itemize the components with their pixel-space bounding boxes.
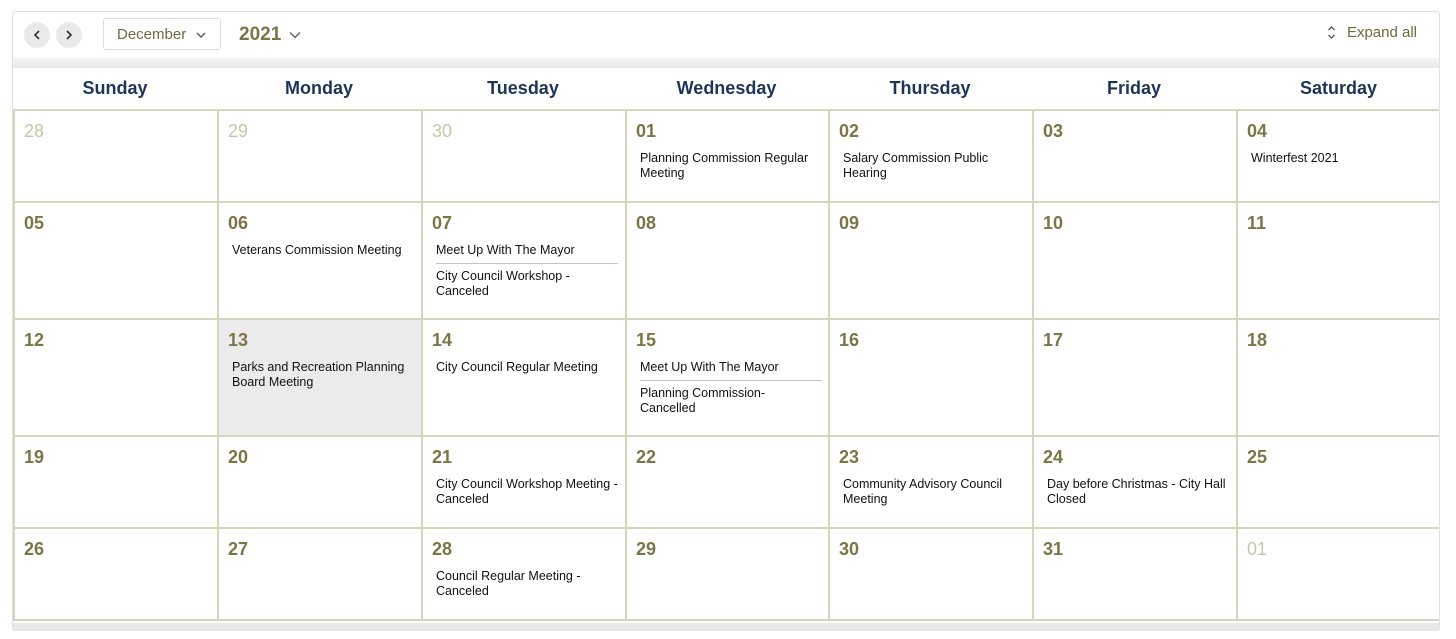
- event-link[interactable]: City Council Regular Meeting: [436, 360, 598, 374]
- weekday-header-friday: Friday: [1106, 78, 1162, 98]
- day-number: 11: [1247, 213, 1267, 233]
- day-number: 05: [24, 213, 45, 233]
- event-list: [843, 151, 1025, 185]
- event-link[interactable]: Planning Commission- Cancelled: [640, 380, 822, 420]
- event-list: [436, 477, 618, 511]
- toolbar-divider: [13, 58, 1439, 68]
- day-cell[interactable]: [13, 109, 219, 203]
- event-link[interactable]: City Council Workshop - Canceled: [436, 263, 618, 303]
- day-number: 03: [1043, 121, 1064, 141]
- day-number: 19: [24, 447, 45, 467]
- day-number: 20: [228, 447, 249, 467]
- year-dropdown-value: 2021: [239, 24, 282, 45]
- event-link[interactable]: Day before Christmas - City Hall Closed: [1047, 477, 1226, 506]
- day-number: 25: [1247, 447, 1268, 467]
- event-link[interactable]: Parks and Recreation Planning Board Meeting: [232, 360, 405, 389]
- expand-collapse-icon: [1327, 25, 1336, 40]
- event-link[interactable]: Veterans Commission Meeting: [232, 243, 402, 257]
- day-cell[interactable]: [1236, 109, 1440, 203]
- day-cell[interactable]: [217, 318, 423, 437]
- day-cell[interactable]: [828, 435, 1034, 529]
- event-link[interactable]: Meet Up With The Mayor: [640, 360, 779, 374]
- day-cell[interactable]: [1236, 318, 1440, 437]
- day-number: 06: [228, 213, 249, 233]
- day-cell[interactable]: [421, 109, 627, 203]
- day-cell[interactable]: [217, 435, 423, 529]
- event-list: [232, 360, 414, 394]
- event-link[interactable]: Winterfest 2021: [1251, 151, 1339, 165]
- day-cell[interactable]: [828, 527, 1034, 621]
- day-cell[interactable]: [13, 318, 219, 437]
- weekday-header-tuesday: Tuesday: [487, 78, 559, 98]
- day-number: 01: [1247, 539, 1268, 559]
- day-cell[interactable]: [1236, 435, 1440, 529]
- weekday-header-wednesday: Wednesday: [676, 78, 777, 98]
- event-link[interactable]: Salary Commission Public Hearing: [843, 151, 989, 180]
- weekday-header-row: [13, 68, 1439, 109]
- day-cell[interactable]: [625, 527, 830, 621]
- day-number: 27: [228, 539, 249, 559]
- day-number: 02: [839, 121, 860, 141]
- day-cell[interactable]: [217, 109, 423, 203]
- day-number: 18: [1247, 330, 1268, 350]
- weekday-header-monday: Monday: [284, 78, 353, 98]
- day-number: 29: [636, 539, 657, 559]
- calendar-toolbar: [13, 12, 1439, 58]
- day-number: 17: [1043, 330, 1064, 350]
- day-cell[interactable]: [828, 201, 1034, 320]
- event-list: [436, 569, 618, 603]
- day-cell[interactable]: [217, 527, 423, 621]
- calendar-footer-bar: [13, 623, 1439, 630]
- day-cell[interactable]: [1032, 318, 1238, 437]
- year-dropdown[interactable]: [239, 22, 301, 48]
- event-link[interactable]: Council Regular Meeting - Canceled: [436, 569, 581, 598]
- day-number: 10: [1043, 213, 1064, 233]
- day-cell[interactable]: [13, 435, 219, 529]
- calendar-widget: [12, 11, 1440, 631]
- day-cell[interactable]: [1236, 527, 1440, 621]
- chevron-left-icon: [32, 30, 42, 40]
- event-list: [436, 360, 618, 379]
- day-number: 15: [636, 330, 657, 350]
- day-cell[interactable]: [625, 435, 830, 529]
- day-number: 28: [24, 121, 45, 141]
- weekday-header-thursday: Thursday: [889, 78, 971, 98]
- expand-all-button[interactable]: [1327, 24, 1417, 41]
- day-cell[interactable]: [421, 318, 627, 437]
- day-cell[interactable]: [421, 435, 627, 529]
- weekday-header-saturday: Saturday: [1299, 78, 1378, 98]
- day-number: 04: [1247, 121, 1268, 141]
- day-number: 16: [839, 330, 860, 350]
- day-cell[interactable]: [1032, 435, 1238, 529]
- day-cell[interactable]: [625, 318, 830, 437]
- prev-month-button[interactable]: [24, 22, 50, 48]
- event-list: [1251, 151, 1433, 170]
- day-number: 07: [432, 213, 453, 233]
- event-link[interactable]: Planning Commission Regular Meeting: [640, 151, 809, 180]
- weekday-header-sunday: Sunday: [82, 78, 148, 98]
- day-number: 09: [839, 213, 860, 233]
- chevron-down-icon: [196, 31, 206, 39]
- next-month-button[interactable]: [56, 22, 82, 48]
- day-number: 22: [636, 447, 657, 467]
- event-list: [843, 477, 1025, 511]
- month-dropdown-value: December: [117, 25, 187, 43]
- day-number: 21: [432, 447, 453, 467]
- event-list: [1047, 477, 1229, 511]
- day-cell[interactable]: [625, 201, 830, 320]
- event-list: [436, 243, 618, 303]
- day-cell[interactable]: [625, 109, 830, 203]
- day-number: 14: [432, 330, 453, 350]
- day-number: 23: [839, 447, 860, 467]
- event-list: [232, 243, 414, 262]
- day-number: 30: [839, 539, 860, 559]
- day-number: 26: [24, 539, 45, 559]
- day-cell[interactable]: [421, 201, 627, 320]
- day-cell[interactable]: [828, 318, 1034, 437]
- day-cell[interactable]: [828, 109, 1034, 203]
- event-list: [640, 360, 822, 420]
- day-number: 30: [432, 121, 453, 141]
- day-cell[interactable]: [421, 527, 627, 621]
- day-number: 29: [228, 121, 249, 141]
- chevron-down-icon: [289, 31, 301, 39]
- day-number: 12: [24, 330, 45, 350]
- day-cell[interactable]: [1236, 201, 1440, 320]
- event-list: [640, 151, 822, 185]
- event-link[interactable]: Meet Up With The Mayor: [436, 243, 575, 257]
- day-number: 08: [636, 213, 657, 233]
- day-cell[interactable]: [217, 201, 423, 320]
- expand-all-label: Expand all: [1346, 24, 1417, 41]
- day-cell[interactable]: [1032, 201, 1238, 320]
- event-link[interactable]: City Council Workshop Meeting - Canceled: [436, 477, 618, 506]
- month-dropdown[interactable]: [103, 18, 221, 50]
- day-cell[interactable]: [1032, 109, 1238, 203]
- day-number: 01: [636, 121, 657, 141]
- day-number: 31: [1043, 539, 1064, 559]
- day-number: 28: [432, 539, 453, 559]
- day-cell[interactable]: [13, 527, 219, 621]
- day-number: 24: [1043, 447, 1064, 467]
- day-cell[interactable]: [13, 201, 219, 320]
- event-link[interactable]: Community Advisory Council Meeting: [843, 477, 1003, 506]
- day-cell[interactable]: [1032, 527, 1238, 621]
- day-number: 13: [228, 330, 249, 350]
- chevron-right-icon: [64, 30, 74, 40]
